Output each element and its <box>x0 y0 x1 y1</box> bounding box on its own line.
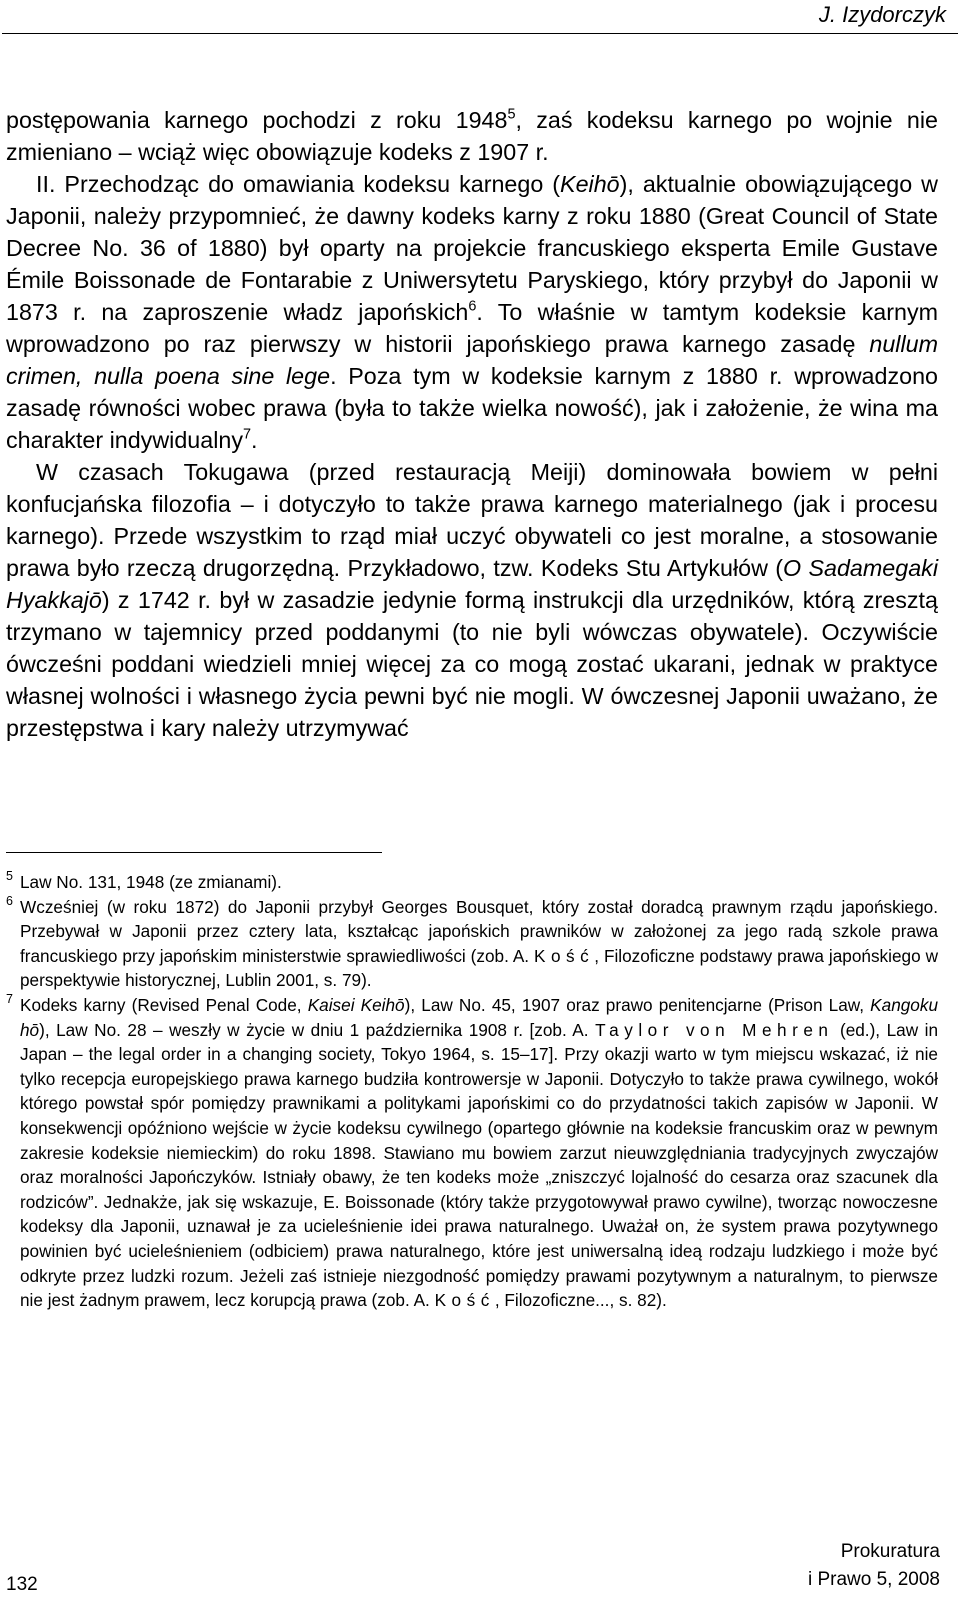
cited-author: Kość <box>434 1290 495 1311</box>
page-number: 132 <box>6 1574 38 1595</box>
footnote-5: 5 Law No. 131, 1948 (ze zmianami). <box>6 870 938 895</box>
cited-author: Kość <box>534 945 595 966</box>
paragraph-2: II. Przechodząc do omawiania kodeksu karnego (Keihō), aktualnie obowiązującego w Japonii, należy przypomnieć, że dawny kodeks karny z roku 1880 (Great Council of State Decree No. 36 of 1880) był oparty na projekcie francuskiego eksperta Emile Gustave Émile Boissonade de Fontarabie z Uniwersytetu Paryskiego, który przybył do Japonii w 1873 r. na zaproszenie władz japońskich$^6$. To właśnie w tamtym kodeksie karnym wprowadzono po raz pierwszy w historii japońskiego prawa karnego zasadę nullum crimen, nulla poena sine lege. Poza tym w kodeksie karnym z 1880 r. wprowadzono zasadę równości wobec prawa (była to także wielka nowość), jak i założenie, że wina ma charakter indywidualny$^7$. <box>6 171 939 453</box>
footnote-number: 7 <box>6 991 13 1006</box>
cited-author: Taylor von Mehren <box>595 1019 834 1040</box>
footnote-7: 7 Kodeks karny (Revised Penal Code, Kaisei Keihō), Law No. 45, 1907 oraz prawo penitencjarne (Prison Law, Kangoku hō), Law No. 28 – weszły w życie w dniu 1 października 1908 r. [zob. A. Taylor von Mehren (ed.), Law in Japan – the legal order in a changing society, Tokyo 1964, s. 15–17]. Przy okazji warto w tym miejscu wskazać, iż nie tylko recepcja europejskiego prawa karnego budziła kontrowersje w Japonii. Dotyczyło to także prawa cywilnego, wokół którego powstał spór pomiędzy prawnikami a politykami japońskimi co do przydatności takich zapisów w Japonii. W konsekwencji opóźniono wejście w życie kodeksu cywilnego (opartego głównie na kodeksie francuskim oraz w pewnym zakresie kodeksie niemieckim) do roku 1898. Stawiano mu bowiem zarzut nieuwzględniania tradycyjnych zwyczajów oraz moralności Japończyków. Istniały obawy, że ten kodeks może „zniszczyć lojalność do cesarza oraz szacunek dla rodziców”. Jednakże, jak się wskazuje, E. Boissonade (który także przygotowywał prawo cywilne), tworząc nowoczesne kodeksy dla Japonii, uznawał je za ucieleśnienie idei prawa naturalnego. Uważał on, że system prawa pozytywnego powinien być ucieleśnieniem (odbiciem) prawa naturalnego, które jest uniwersalną ideą rodzaju ludzkiego i może być odkryte przez ludzki rozum. Jeżeli zaś istnieje niezgodność pomiędzy prawami pozytywnym a naturalnym, to pierwsze nie jest żadnym prawem, lecz korupcją prawa (zob. A. Kość, Filozoficzne..., s. 82). <box>6 993 938 1313</box>
main-text <box>6 104 938 744</box>
footnote-ref-7[interactable]: 7 <box>242 426 252 443</box>
header-rule <box>2 33 958 34</box>
footnotes <box>6 870 938 1313</box>
footnote-number: 6 <box>6 893 13 908</box>
running-header-author: J. Izydorczyk <box>818 2 946 27</box>
paragraph-1: postępowania karnego pochodzi z roku 1948$^5$, zaś kodeksu karnego po wojnie nie zmieniano – wciąż więc obowiązuje kodeks z 1907 r. <box>6 106 938 165</box>
footnote-6: 6 Wcześniej (w roku 1872) do Japonii przybył Georges Bousquet, który został doradcą prawnym rządu japońskiego. Przebywał w Japonii przez cztery lata, kształcąc japońskich prawników w założonej za jego radą szkole prawa francuskiego przy japońskim ministerstwie sprawiedliwości (zob. A. Kość, Filozoficzne podstawy prawa japońskiego w perspektywie historycznej, Lublin 2001, s. 79). <box>6 895 938 993</box>
footnote-ref-5[interactable]: 5 <box>507 106 516 123</box>
journal-info: Prokuratura i Prawo 5, 2008 <box>807 1541 940 1590</box>
footnote-number: 5 <box>6 869 13 883</box>
paragraph-3: W czasach Tokugawa (przed restauracją Meiji) dominowała bowiem w pełni konfucjańska filozofia – i dotyczyło to także prawa karnego materialnego (jak i procesu karnego). Przede wszystkim to rząd miał uczyć obywateli co jest moralne, a stosowanie prawa było rzeczą drugorzędną. Przykładowo, tzw. Kodeks Stu Artykułów (O Sadamegaki Hyakkajō) z 1742 r. był w zasadzie jedynie formą instrukcji dla urzędników, którą zresztą trzymano w tajemnicy przed poddanymi (to nie byli wówczas obywatele). Oczywiście ówcześni poddani wiedzieli mniej więcej za co mogą zostać ukarani, jednak w praktyce własnej wolności i własnego życia pewni być nie mogli. W ówczesnej Japonii uważano, że przestępstwa i kary należy utrzymywać <box>6 459 938 741</box>
latin-maxim: nullum crimen, nulla poena sine lege <box>6 331 938 389</box>
footnote-separator <box>6 852 382 853</box>
term-keiho: Keihō <box>560 171 620 197</box>
footnote-ref-6[interactable]: 6 <box>468 298 477 315</box>
title-sadamegaki: O Sadamegaki Hyakkajō <box>6 555 938 613</box>
